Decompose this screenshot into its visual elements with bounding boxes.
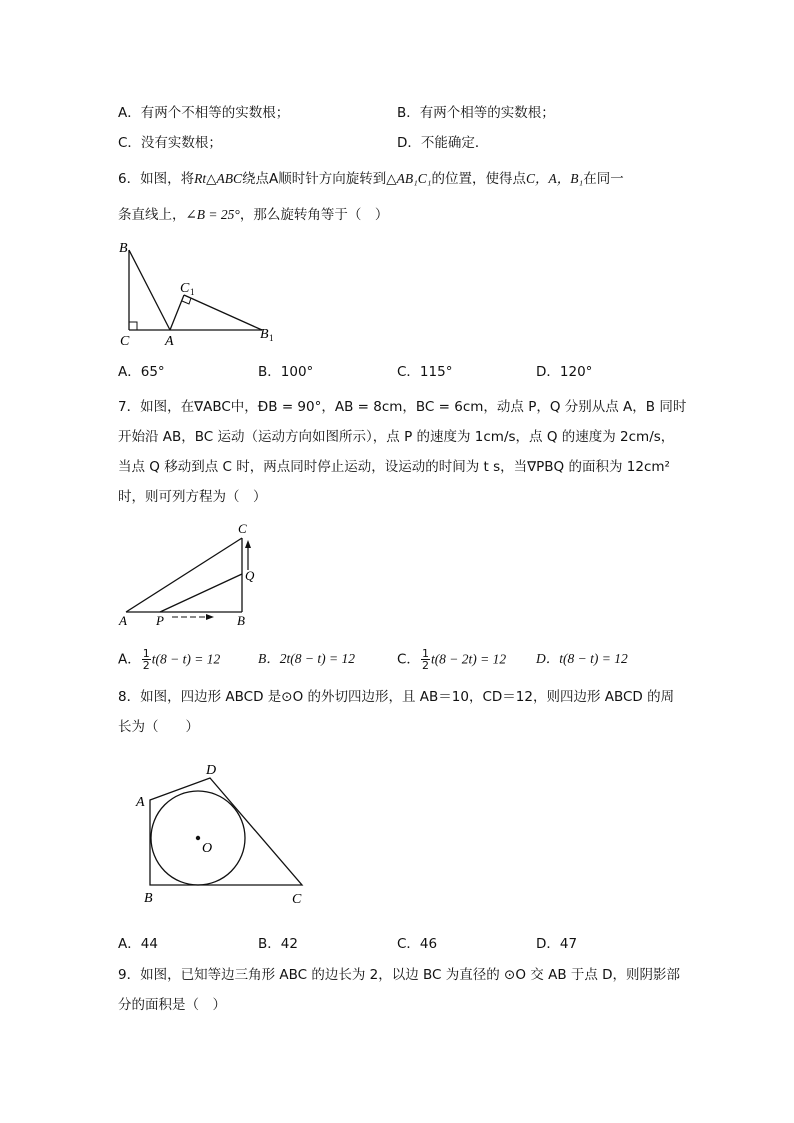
q7-label-b: B <box>237 613 245 628</box>
q8-line-2: 长为（ ） <box>118 719 199 735</box>
q6-option-d: D．120° <box>536 364 593 380</box>
q8-label-b: B <box>144 891 153 906</box>
q8-option-c: C．46 <box>397 936 438 952</box>
q7-option-a: A． $\frac{1}{2}$ t(8 − t) = 12 <box>118 647 221 672</box>
q7-line-1: 7．如图，在∇ABC中，ÐB = 90°，AB = 8cm，BC = 6cm，动点 P，Q 分别从点 A，B 同时 <box>118 399 687 415</box>
q7-line-2: 开始沿 AB，BC 运动（运动方向如图所示），点 P 的速度为 1cm/s，点 Q 的速度为 2cm/s， <box>118 429 675 445</box>
q8-label-d: D <box>206 763 217 778</box>
q7-figure <box>116 518 276 630</box>
q6-option-c: C．115° <box>397 364 453 380</box>
q8-label-a: A <box>136 795 145 810</box>
q6-label-c1-sub: 1 <box>190 287 195 297</box>
q9-line-1: 9．如图，已知等边三角形 ABC 的边长为 2，以边 BC 为直径的 ⊙O 交 AB 于点 D，则阴影部 <box>118 967 681 983</box>
q6-label-a: A <box>165 334 174 349</box>
q6-option-b: B．100° <box>258 364 314 380</box>
q6-label-c1: C <box>180 281 190 296</box>
q7-line-4: 时，则可列方程为（ ） <box>118 489 267 505</box>
q6-label-b1-sub: 1 <box>269 333 274 343</box>
q8-option-d: D．47 <box>536 936 578 952</box>
q9-line-2: 分的面积是（ ） <box>118 997 226 1013</box>
q7-label-p: P <box>156 613 164 628</box>
q5-option-a: A．有两个不相等的实数根； <box>118 105 290 121</box>
q8-label-o: O <box>202 841 213 856</box>
q7-label-c: C <box>238 521 247 536</box>
q6-line-2: 条直线上，∠B = 25°，那么旋转角等于（ ） <box>118 207 389 223</box>
q6-figure <box>112 232 292 352</box>
q5-option-d: D．不能确定． <box>397 135 489 151</box>
q7-line-3: 当点 Q 移动到点 C 时，两点同时停止运动，设运动的时间为 t s，当∇PBQ 的面积为 12cm² <box>118 459 670 475</box>
q6-label-b: B <box>119 241 128 256</box>
q8-figure <box>130 758 320 914</box>
q7-label-q: Q <box>245 568 255 583</box>
q5-option-b: B．有两个相等的实数根； <box>397 105 555 121</box>
q6-label-b1: B <box>260 327 269 342</box>
q8-line-1: 8．如图，四边形 ABCD 是⊙O 的外切四边形，且 AB＝10，CD＝12，则四边形 ABCD 的周 <box>118 689 675 705</box>
q6-label-c: C <box>120 334 130 349</box>
q7-label-a: A <box>119 613 127 628</box>
q6-option-a: A．65° <box>118 364 165 380</box>
q8-option-a: A．44 <box>118 936 158 952</box>
q8-label-c: C <box>292 892 302 907</box>
q7-option-b: B．2t(8 − t) = 12 <box>258 651 355 666</box>
q5-option-c: C．没有实数根； <box>118 135 222 151</box>
q6-line-1: 6．如图，将Rt△ABC绕点A顺时针方向旋转到△AB₁C₁的位置，使得点C，A，B₁在同一 <box>118 171 624 187</box>
q7-option-c: C． $\frac{1}{2}$ t(8 − 2t) = 12 <box>397 647 507 672</box>
q7-option-d: D．t(8 − t) = 12 <box>536 651 628 666</box>
q8-option-b: B．42 <box>258 936 298 952</box>
